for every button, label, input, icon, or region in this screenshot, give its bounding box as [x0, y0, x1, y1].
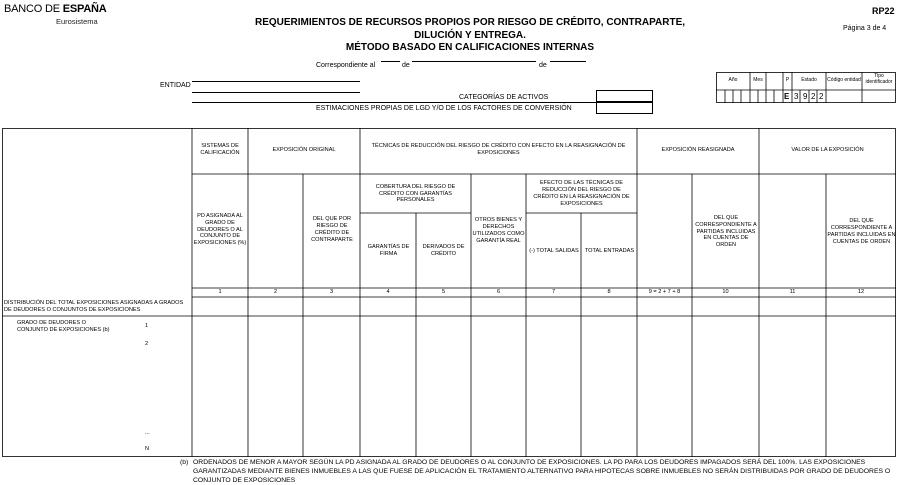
- col-num-2: 2: [273, 289, 278, 295]
- col-hdr-7: (-) TOTAL SALIDAS: [529, 247, 579, 254]
- footnote-text: ORDENADOS DE MENOR A MAYOR SEGÚN LA PD ASIGNADA AL GRADO DE DEUDORES O AL CONJUNTO DE EXPOSICIONES. LA PD PARA LOS DEUDORES IMPAGADOS SERÁ DEL 100%. LAS EXPOSICIONES GARANTIZADAS MEDIANTE BIENES INMUEBLES A LAS QUE FUESE DE APLICACIÓN EL TRATAMIENTO ALTERNATIVO PARA HIPOTECAS SOBRE INMUEBLES NO SERÁN DISTRIBUIDAS POR GRADO DE DEUDORES O CONJUNTO DE EXPOSICIONES: [193, 459, 891, 484]
- categorias-label: CATEGORÍAS DE ACTIVOS: [459, 94, 549, 101]
- hdr-sistemas: SISTEMAS DE CALIFICACIÓN: [200, 143, 240, 156]
- id-estado-d1: 3: [794, 92, 799, 101]
- hdr-tecnicas: TÉCNICAS DE REDUCCIÓN DEL RIESGO DE CRÉDITO CON EFECTO EN LA REASIGNACIÓN DE EXPOSICIONES: [371, 143, 626, 156]
- col-hdr-8: TOTAL ENTRADAS: [584, 247, 635, 254]
- row-num-n: N: [145, 446, 150, 452]
- row-distribucion: DISTRIBUCIÓN DEL TOTAL EXPOSICIONES ASIGNADAS A GRADOS DE DEUDORES O CONJUNTOS DE EXPOSICIONES: [4, 300, 184, 313]
- hdr-efecto: EFECTO DE LAS TÉCNICAS DE REDUCCIÓN DEL RIESGO DE CRÉDITO EN LA REASIGNACIÓN DE EXPOSICIONES: [533, 180, 630, 207]
- col-num-8: 8: [607, 289, 611, 295]
- id-estado-d2: 9: [803, 92, 808, 101]
- row-grado-label: GRADO DE DEUDORES O CONJUNTO DE EXPOSICIONES (b): [17, 320, 110, 333]
- footnote-mark: (b): [180, 459, 189, 466]
- col-num-1: 1: [218, 289, 222, 295]
- row-num-dots: ...: [145, 430, 150, 436]
- col-hdr-5: DERIVADOS DE CRÉDITO: [422, 244, 465, 257]
- id-estado-e: E: [784, 92, 790, 101]
- row-num-2: 2: [145, 341, 149, 347]
- id-codigo-header: Código entidad: [827, 77, 861, 83]
- id-mes-header: Mes: [753, 77, 763, 83]
- brand-logo: BANCO DE ESPAÑA: [4, 3, 107, 15]
- hdr-exposicion-reasignada: EXPOSICIÓN REASIGNADA: [661, 146, 735, 153]
- id-p-header: P: [785, 77, 790, 83]
- id-tipo-header: Tipo identificador: [865, 73, 893, 85]
- col-hdr-1: PD ASIGNADA AL GRADO DE DEUDORES O AL CONJUNTO DE EXPOSICIONES (%): [193, 213, 247, 247]
- hdr-cobertura: COBERTURA DEL RIESGO DE CRÉDITO CON GARANTÍAS PERSONALES: [375, 183, 456, 204]
- col-num-9: 9 = 2 + 7 + 8: [648, 289, 681, 295]
- title-line-3: MÉTODO BASADO EN CALIFICACIONES INTERNAS: [345, 42, 595, 53]
- col-hdr-12: DEL QUE CORRESPONDIENTE A PARTIDAS INCLUIDAS EN CUENTAS DE ORDEN: [827, 218, 896, 245]
- col-num-12: 12: [857, 289, 865, 295]
- col-num-6: 6: [496, 289, 501, 295]
- id-estado-header: Estado: [801, 77, 817, 83]
- brand-name-bold: ESPAÑA: [62, 3, 107, 15]
- col-num-11: 11: [789, 289, 796, 295]
- col-num-10: 10: [722, 289, 729, 295]
- hdr-valor: VALOR DE LA EXPOSICIÓN: [791, 146, 864, 153]
- id-estado-d4: 2: [819, 92, 824, 101]
- row-num-1: 1: [145, 323, 149, 329]
- col-hdr-6: OTROS BIENES Y DERECHOS UTILIZADOS COMO GARANTÍA REAL: [472, 217, 525, 244]
- entidad-label: ENTIDAD: [160, 82, 191, 89]
- brand-subtitle: Eurosistema: [56, 17, 98, 26]
- estimaciones-label: ESTIMACIONES PROPIAS DE LGD Y/O DE LOS FACTORES DE CONVERSIÓN: [316, 105, 572, 112]
- hdr-exposicion-original: EXPOSICIÓN ORIGINAL: [272, 146, 336, 153]
- page-number: Página 3 de 4: [843, 25, 887, 32]
- col-num-3: 3: [329, 289, 334, 295]
- col-num-4: 4: [386, 289, 390, 295]
- title-line-2: DILUCIÓN Y ENTREGA.: [414, 29, 526, 41]
- col-num-7: 7: [551, 289, 556, 295]
- col-hdr-3: DEL QUE POR RIESGO DE CRÉDITO DE CONTRAPARTE: [311, 216, 353, 243]
- form-code: RP22: [872, 6, 895, 16]
- col-hdr-10: DEL QUE CORRESPONDIENTE A PARTIDAS INCLUIDAS EN CUENTAS DE ORDEN: [695, 215, 757, 249]
- period-prefix: Correspondiente al: [316, 62, 376, 69]
- col-hdr-4: GARANTÍAS DE FIRMA: [367, 244, 410, 257]
- col-num-5: 5: [441, 289, 446, 295]
- id-estado-d3: 2: [811, 92, 816, 101]
- id-ano-header: Año: [728, 77, 738, 83]
- title-line-1: REQUERIMIENTOS DE RECURSOS PROPIOS POR RIESGO DE CRÉDITO, CONTRAPARTE,: [254, 17, 686, 28]
- period-de-2: de: [539, 62, 547, 69]
- period-de-1: de: [402, 62, 410, 69]
